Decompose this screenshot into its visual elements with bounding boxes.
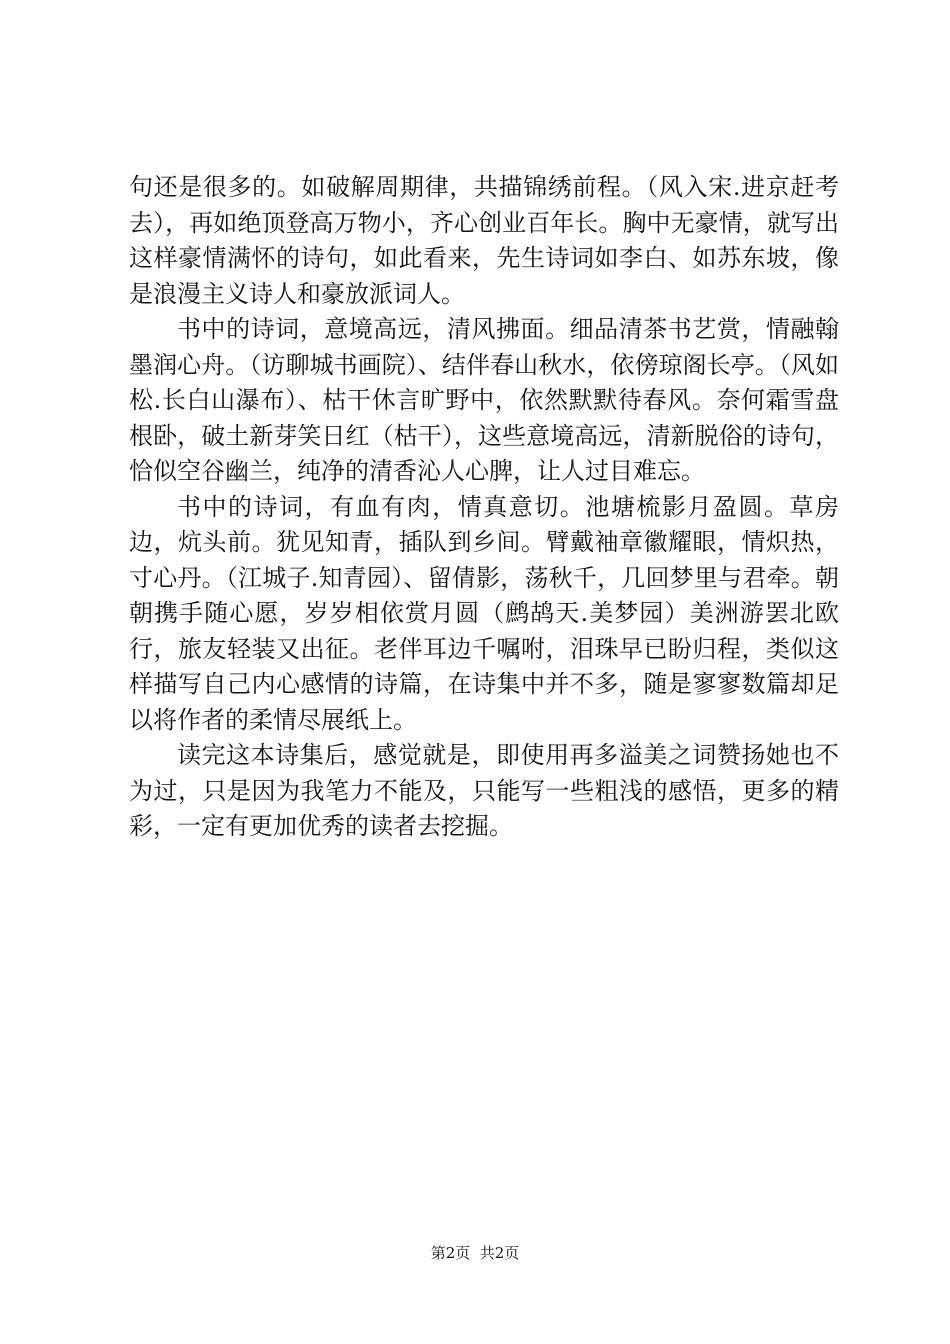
paragraph-artistic-conception: 书中的诗词，意境高远，清风拂面。细品清茶书艺赏，情融翰墨润心舟。（访聊城书画院）、结伴春山秋水，依傍琼阁长亭。（风如松.长白山瀑布）、枯干休言旷野中，依然默默待春风。奈何霜雪盘根卧，破土新芽笑日红（枯干），这些意境高远，清新脱俗的诗句，恰似空谷幽兰，纯净的清香沁人心脾，让人过目难忘。 (129, 315, 839, 485)
paragraph-conclusion: 读完这本诗集后，感觉就是，即使用再多溢美之词赞扬她也不为过，只是因为我笔力不能及，只能写一些粗浅的感悟，更多的精彩，一定有更加优秀的读者去挖掘。 (129, 741, 839, 840)
paragraph-continuation: 句还是很多的。如破解周期律，共描锦绣前程。（风入宋.进京赶考去），再如绝顶登高万物小，齐心创业百年长。胸中无豪情，就写出这样豪情满怀的诗句，如此看来，先生诗词如李白、如苏东坡，像是浪漫主义诗人和豪放派词人。 (129, 173, 839, 308)
page-number: 第2页 共2页 (430, 1244, 520, 1262)
paragraph-true-feelings: 书中的诗词，有血有肉，情真意切。池塘梳影月盈圆。草房边，炕头前。犹见知青，插队到乡间。臂戴袖章徽耀眼，情炽热，寸心丹。（江城子.知青园）、留倩影，荡秋千，几回梦里与君牵。朝朝携手随心愿，岁岁相依赏月圆（鹧鸪天.美梦园）美洲游罢北欧行，旅友轻装又出征。老伴耳边千嘱咐，泪珠早已盼归程，类似这样描写自己内心感情的诗篇，在诗集中并不多，随是寥寥数篇却足以将作者的柔情尽展纸上。 (129, 492, 839, 734)
page-footer (0, 1243, 950, 1263)
body-text (129, 170, 839, 845)
